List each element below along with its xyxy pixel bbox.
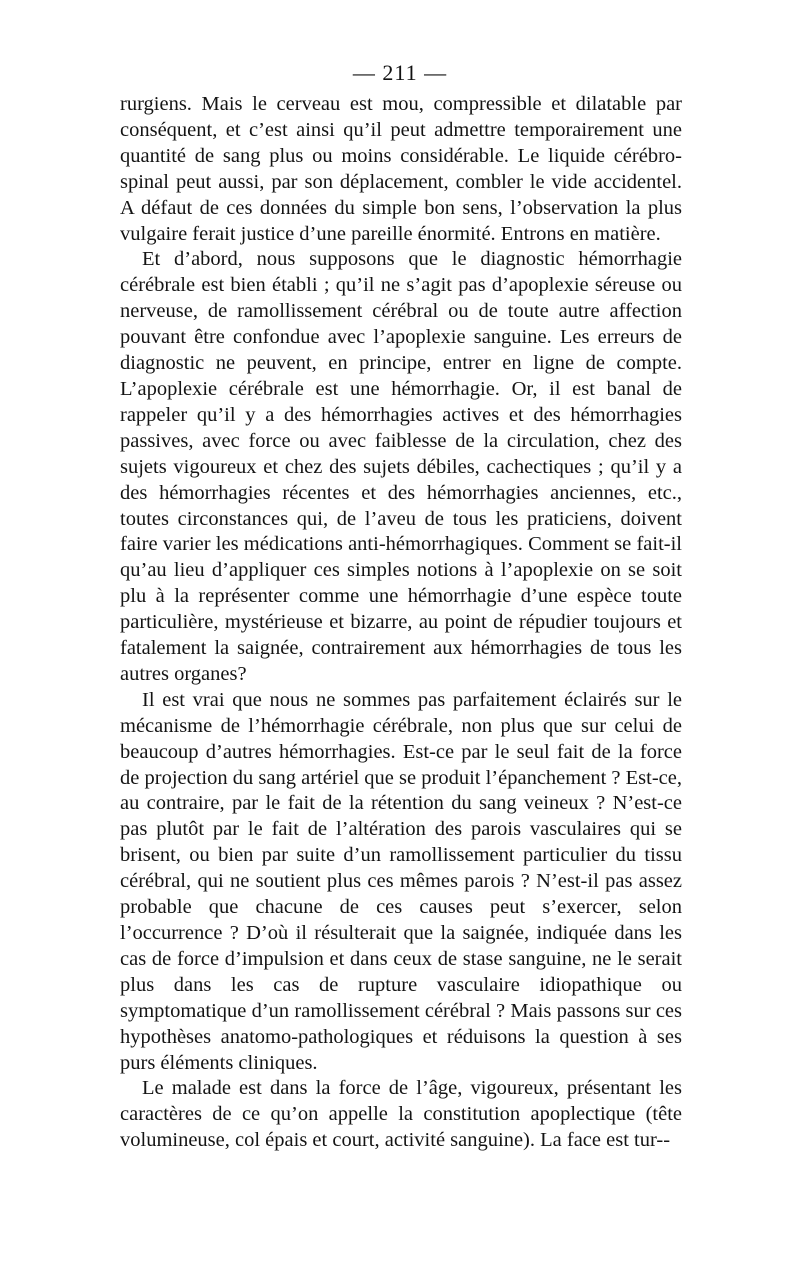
page-number: — 211 — xyxy=(352,60,448,85)
body-text xyxy=(120,92,682,1154)
paragraph-3: Il est vrai que nous ne sommes pas parfaitement éclairés sur le mécanisme de l’hémorrhagie cérébrale, non plus que sur celui de beaucoup d’autres hémorrhagies. Est-ce par le seul fait de la force de projection du sang artériel que se produit l’épanchement ? Est-ce, au contraire, par le fait de la rétention du sang veineux ? N’est-ce pas plutôt par le fait de l’altération des parois vasculaires qui se brisent, ou bien par suite d’un ramollissement particulier du tissu cérébral, qui ne soutient plus ces mêmes parois ? N’est-il pas assez probable que chacune de ces causes peut s’exercer, selon l’occurrence ? D’où il résulterait que la saignée, indiquée dans les cas de force d’impulsion et dans ceux de stase sanguine, ne le serait plus dans les cas de rupture vasculaire idiopathique ou symptomatique d’un ramollissement cérébral ? Mais passons sur ces hypothèses anatomo-pathologiques et réduisons la question à ses purs éléments cliniques. xyxy=(120,688,682,1074)
paragraph-4: Le malade est dans la force de l’âge, vigoureux, présentant les caractères de ce qu’on appelle la constitution apoplectique (tête volumineuse, col épais et court, activité sanguine). La face est tur-- xyxy=(120,1077,682,1152)
paragraph-1: rurgiens. Mais le cerveau est mou, compressible et dilatable par conséquent, et c’est ainsi qu’il peut admettre temporairement une quantité de sang plus ou moins considérable. Le liquide cérébro-spinal peut aussi, par son déplacement, combler le vide accidentel. A défaut de ces données du simple bon sens, l’observation la plus vulgaire ferait justice d’une pareille énormité. Entrons en matière. xyxy=(120,93,682,245)
paragraph-2: Et d’abord, nous supposons que le diagnostic hémorrhagie cérébrale est bien établi ; qu’il ne s’agit pas d’apoplexie séreuse ou nerveuse, de ramollissement cérébral ou de toute autre affection pouvant être confondue avec l’apoplexie sanguine. Les erreurs de diagnostic ne peuvent, en principe, entrer en ligne de compte. L’apoplexie cérébrale est une hémorrhagie. Or, il est banal de rappeler qu’il y a des hémorrhagies actives et des hémorrhagies passives, avec force ou avec faiblesse de la circulation, chez des sujets vigoureux et chez des sujets débiles, cachectiques ; qu’il y a des hémorrhagies récentes et des hémorrhagies anciennes, etc., toutes circonstances qui, de l’aveu de tous les praticiens, doivent faire varier les médications anti-hémorrhagiques. Comment se fait-il qu’au lieu d’appliquer ces simples notions à l’apoplexie on se soit plu à la représenter comme une hémorrhagie d’une espèce toute particulière, mystérieuse et bizarre, au point de répudier toujours et fatalement la saignée, contrairement aux hémorrhagies de tous les autres organes? xyxy=(120,248,682,685)
